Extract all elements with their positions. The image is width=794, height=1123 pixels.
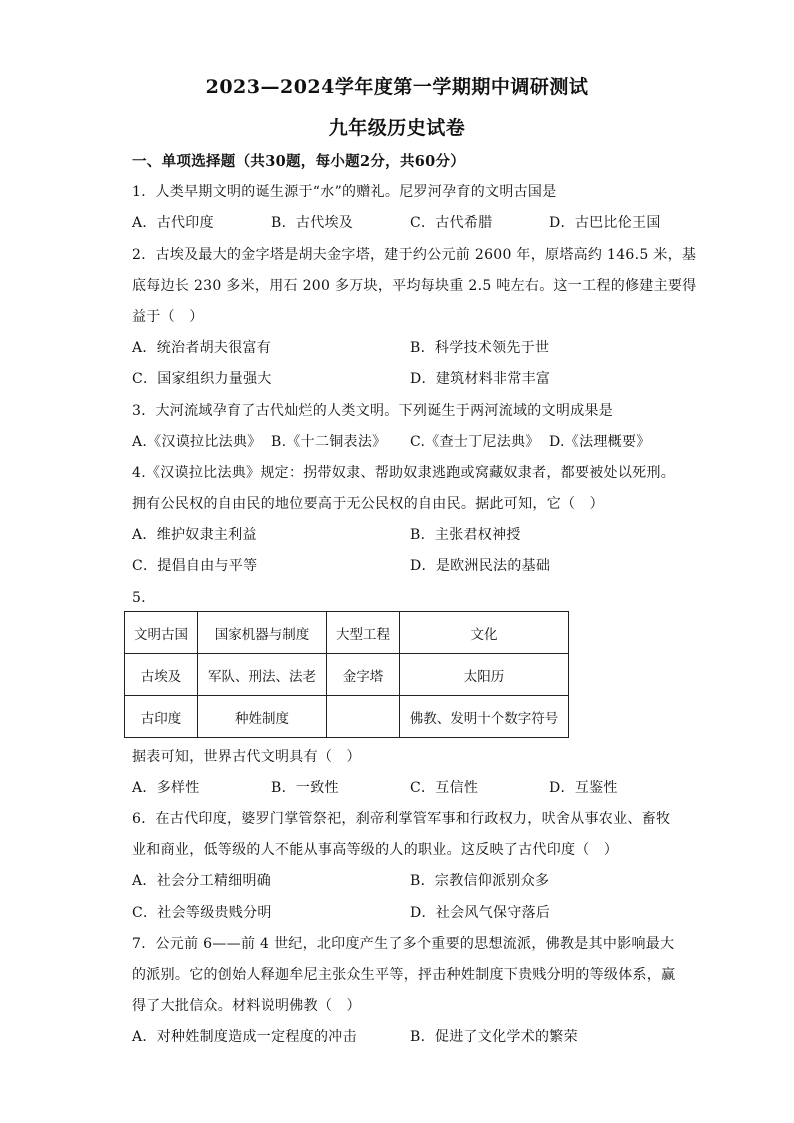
q5-option-d: D．互鉴性 [549, 780, 618, 796]
exam-subtitle: 九年级历史试卷 [328, 117, 466, 139]
q2-stem-line1: 2．古埃及最大的金字塔是胡夫金字塔，建于约公元前 2600 年，原塔高约 146.5 米，基 [132, 247, 697, 263]
q4-stem-line1: 4.《汉谟拉比法典》规定：拐带奴隶、帮助奴隶逃跑或窝藏奴隶者，都要被处以死刑。 [132, 465, 676, 481]
q3-stem: 3．大河流域孕育了古代灿烂的人类文明。下列诞生于两河流域的文明成果是 [132, 403, 614, 419]
table-header-cell: 大型工程 [327, 612, 400, 654]
q1-option-a: A．古代印度 [132, 215, 214, 231]
table-cell: 古埃及 [125, 654, 198, 696]
q3-option-c: C.《查士丁尼法典》 [410, 434, 540, 450]
q5-option-a: A．多样性 [132, 780, 200, 796]
q6-stem-line2: 业和商业，低等级的人不能从事高等级的人的职业。这反映了古代印度（ ） [132, 842, 619, 858]
table-row [125, 654, 569, 696]
q7-option-b: B．促进了文化学术的繁荣 [410, 1029, 578, 1045]
table-cell: 古印度 [125, 696, 198, 738]
q4-stem-line2: 拥有公民权的自由民的地位要高于无公民权的自由民。据此可知，它（ ） [132, 496, 604, 512]
q1-option-d: D．古巴比伦王国 [549, 215, 661, 231]
table-header-cell: 文明古国 [125, 612, 198, 654]
section-heading: 一、单项选择题（共30题，每小题2分，共60分） [132, 153, 466, 170]
q5-option-b: B．一致性 [271, 780, 339, 796]
table-cell: 军队、刑法、法老 [198, 654, 327, 696]
q3-option-b: B.《十二铜表法》 [271, 434, 387, 450]
q5-stem: 据表可知，世界古代文明具有（ ） [132, 749, 361, 765]
q7-option-a: A．对种姓制度造成一定程度的冲击 [132, 1029, 357, 1045]
exam-title: 2023—2024学年度第一学期期中调研测试 [205, 76, 589, 98]
table-cell: 佛教、发明十个数字符号 [400, 696, 569, 738]
q6-option-b: B．宗教信仰派别众多 [410, 873, 550, 889]
q5-table [124, 611, 569, 738]
q1-stem: 1．人类早期文明的诞生源于“水”的赠礼。尼罗河孕育的文明古国是 [132, 184, 557, 200]
q4-option-b: B．主张君权神授 [410, 527, 521, 543]
q3-option-d: D.《法理概要》 [549, 434, 651, 450]
q2-option-c: C．国家组织力量强大 [132, 371, 272, 387]
q1-option-b: B．古代埃及 [271, 215, 354, 231]
q7-stem-line1: 7．公元前 6——前 4 世纪，北印度产生了多个重要的思想流派，佛教是其中影响最大 [132, 936, 675, 952]
q2-option-a: A．统治者胡夫很富有 [132, 340, 272, 356]
table-header-cell: 文化 [400, 612, 569, 654]
q3-option-a: A.《汉谟拉比法典》 [132, 434, 262, 450]
q5-number: 5． [132, 590, 156, 606]
q7-stem-line3: 得了大批信众。材料说明佛教（ ） [132, 998, 361, 1014]
q6-option-c: C．社会等级贵贱分明 [132, 905, 272, 921]
q6-option-d: D．社会风气保守落后 [410, 905, 551, 921]
q6-stem-line1: 6．在古代印度，婆罗门掌管祭祀，刹帝利掌管军事和行政权力，吠舍从事农业、畜牧 [132, 811, 671, 827]
q5-option-c: C．互信性 [410, 780, 479, 796]
table-cell: 种姓制度 [198, 696, 327, 738]
q7-stem-line2: 的派别。它的创始人释迦牟尼主张众生平等，抨击种姓制度下贵贱分明的等级体系，赢 [132, 967, 676, 983]
table-header-cell: 国家机器与制度 [198, 612, 327, 654]
table-cell: 金字塔 [327, 654, 400, 696]
q2-stem-line2: 底每边长 230 多米，用石 200 多万块，平均每块重 2.5 吨左右。这一工程的修建主要得 [132, 278, 697, 294]
q2-stem-line3: 益于（ ） [132, 309, 204, 325]
q4-option-a: A．维护奴隶主利益 [132, 527, 257, 543]
q1-option-c: C．古代希腊 [410, 215, 493, 231]
q2-option-d: D．建筑材料非常丰富 [410, 371, 551, 387]
table-cell [327, 696, 400, 738]
q6-option-a: A．社会分工精细明确 [132, 873, 272, 889]
table-header-row [125, 612, 569, 654]
table-row [125, 696, 569, 738]
q4-option-c: C．提倡自由与平等 [132, 558, 258, 574]
table-cell: 太阳历 [400, 654, 569, 696]
q4-option-d: D．是欧洲民法的基础 [410, 558, 551, 574]
q2-option-b: B．科学技术领先于世 [410, 340, 550, 356]
